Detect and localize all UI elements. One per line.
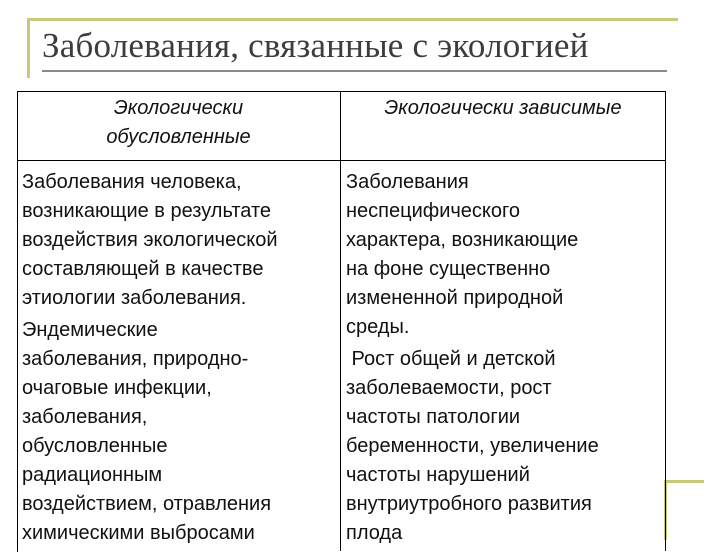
decorative-frame-bottom [664, 480, 704, 483]
text-line: Заболевания [346, 171, 469, 193]
text-line: заболевания, природно- [22, 348, 249, 370]
text-line: заболевания, [22, 406, 148, 428]
text-line: измененной природной [346, 287, 564, 309]
table-right-border [665, 91, 666, 551]
text-line: обусловленные [22, 435, 168, 457]
text-line: Эндемические [22, 319, 158, 341]
header-ecologically-caused: Экологически обусловленные [106, 97, 251, 148]
text-line: заболеваемости, рост [346, 377, 552, 399]
right-column-text [346, 168, 664, 548]
text-line: частоты нарушений [346, 464, 530, 486]
text-line: возникающие в результате [22, 200, 272, 222]
text-line: на фоне существенно [346, 258, 551, 280]
text-line: Рост общей и детской [346, 348, 556, 370]
table-header-divider [17, 160, 665, 161]
text-line: очаговые инфекции, [22, 377, 212, 399]
slide-title: Заболевания, связанные с экологией [42, 26, 589, 65]
text-line: частоты патологии [346, 406, 521, 428]
decorative-frame-left [27, 18, 30, 78]
text-line: плода [346, 522, 403, 544]
decorative-frame-top [27, 18, 678, 21]
text-line: внутриутробного развития [346, 493, 592, 515]
text-line: воздействием, отравления [22, 493, 272, 515]
title-underline [42, 70, 667, 72]
text-line: среды. [346, 316, 410, 338]
text-line: радиационным [22, 464, 163, 486]
text-line: беременности, увеличение [346, 435, 599, 457]
text-line: Заболевания человека, [22, 171, 242, 193]
text-line: характера, возникающие [346, 229, 579, 251]
text-line: неспецифического [346, 200, 520, 222]
header-ecologically-dependent: Экологически зависимые [384, 97, 622, 119]
text-line: воздействия экологической [22, 229, 278, 251]
text-line: этиологии заболевания. [22, 287, 247, 309]
text-line: составляющей в качестве [22, 258, 264, 280]
text-line: химическими выбросами [22, 522, 255, 544]
left-column-text [22, 168, 338, 548]
